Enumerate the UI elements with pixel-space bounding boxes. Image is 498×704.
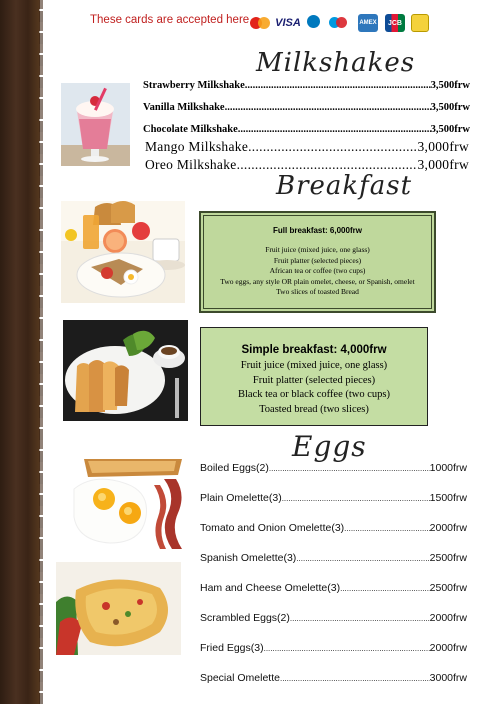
full-breakfast-photo: [61, 201, 185, 303]
item-price: 1500frw: [429, 492, 467, 504]
item-price: 3,000frw: [417, 157, 469, 172]
simple-breakfast-line: Fruit juice (mixed juice, one glass): [240, 360, 388, 371]
simple-breakfast-box: [200, 327, 428, 426]
item-name: Tomato and Onion Omelette(3): [200, 522, 345, 534]
other-card-icon: [411, 14, 429, 32]
menu-item-boiled-eggs: [200, 462, 467, 474]
menu-spine-border: [0, 0, 40, 704]
full-breakfast-heading: Full breakfast: 6,000frw: [273, 226, 362, 235]
fried-eggs-bacon-photo: [64, 455, 186, 549]
milkshake-photo: [61, 83, 130, 166]
item-price: 3,500frw: [430, 102, 470, 113]
item-price: 2000frw: [429, 522, 467, 534]
simple-breakfast-line: Fruit platter (selected pieces): [252, 374, 376, 386]
item-price: 3,000frw: [417, 139, 469, 154]
item-name: Chocolate Milkshake: [143, 124, 238, 135]
visa-icon: VISA: [275, 17, 301, 29]
diners-club-icon: [305, 14, 321, 32]
cards-accepted-text: These cards are accepted here: [90, 14, 250, 26]
item-price: 2000frw: [429, 642, 467, 654]
item-name: Mango Milkshake: [145, 139, 249, 154]
menu-item-vanilla-milkshake: [143, 102, 470, 113]
menu-item-mango-milkshake: [145, 139, 469, 155]
eggs-title: Eggs: [292, 430, 367, 463]
item-price: 3000frw: [429, 672, 467, 684]
full-breakfast-line: Two eggs, any style OR plain omelet, cheese, or Spanish, omelet: [220, 276, 415, 286]
item-price: 3,500frw: [430, 80, 470, 91]
item-price: 3,500frw: [430, 124, 470, 135]
simple-breakfast-heading: Simple breakfast: 4,000frw: [241, 344, 387, 356]
maestro-icon: [328, 14, 348, 32]
item-name: Strawberry Milkshake: [143, 80, 245, 91]
jcb-icon: JCB: [385, 14, 405, 32]
item-name: Vanilla Milkshake: [143, 102, 225, 113]
mastercard-icon: [249, 14, 271, 32]
menu-item-strawberry-milkshake: [143, 80, 470, 91]
simple-breakfast-line: Toasted bread (two slices): [259, 403, 369, 415]
item-price: 2500frw: [429, 552, 467, 564]
american-express-icon: AMEX: [358, 14, 378, 32]
item-price: 2000frw: [429, 612, 467, 624]
full-breakfast-line: Two slices of toasted Bread: [276, 287, 359, 296]
item-name: Scrambled Eggs(2): [200, 612, 290, 624]
item-price: 2500frw: [429, 582, 467, 594]
item-name: Special Omelette: [200, 672, 280, 684]
menu-item-plain-omelette: [200, 492, 467, 504]
item-price: 1000frw: [429, 462, 467, 474]
menu-item-ham-cheese-omelette: [200, 582, 467, 594]
menu-item-spanish-omelette: [200, 552, 467, 564]
item-name: Boiled Eggs(2): [200, 462, 269, 474]
item-name: Plain Omelette(3): [200, 492, 282, 504]
full-breakfast-line: African tea or coffee (two cups): [269, 266, 366, 275]
full-breakfast-line: Fruit platter (selected pieces): [273, 255, 362, 265]
simple-breakfast-line: Black tea or black coffee (two cups): [238, 389, 390, 400]
omelette-photo: [56, 562, 181, 655]
full-breakfast-box: [199, 211, 436, 313]
menu-item-fried-eggs: [200, 642, 467, 654]
item-name: Ham and Cheese Omelette(3): [200, 582, 341, 594]
menu-item-scrambled-eggs: [200, 612, 467, 624]
item-name: Spanish Omelette(3): [200, 552, 297, 564]
menu-item-special-omelette: [200, 672, 467, 684]
full-breakfast-line: Fruit juice (mixed juice, one glass): [265, 245, 370, 254]
simple-breakfast-photo: [63, 320, 188, 421]
item-name: Oreo Milkshake: [145, 157, 237, 172]
item-name: Fried Eggs(3): [200, 642, 264, 654]
menu-item-chocolate-milkshake: [143, 124, 470, 135]
menu-item-tomato-onion-omelette: [200, 522, 467, 534]
milkshakes-title: Milkshakes: [256, 48, 416, 78]
breakfast-title: Breakfast: [276, 171, 413, 201]
